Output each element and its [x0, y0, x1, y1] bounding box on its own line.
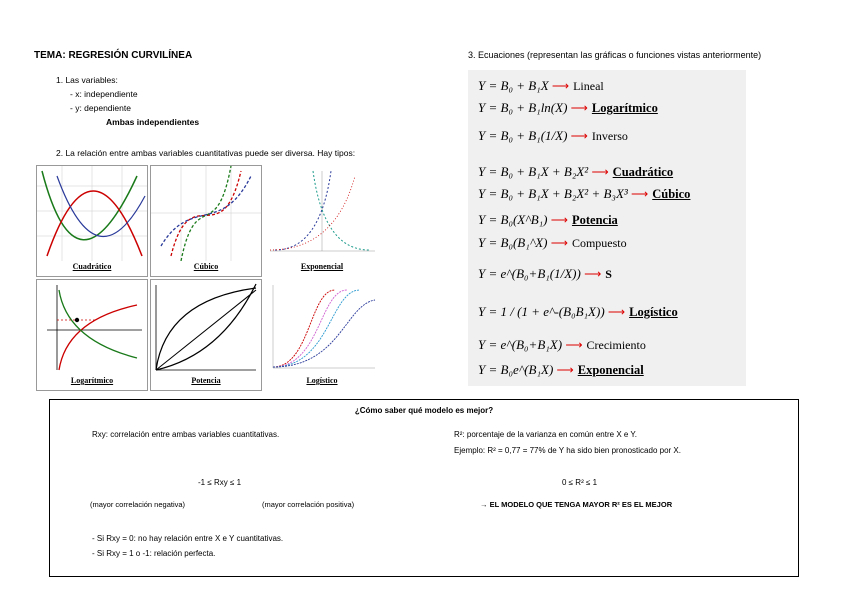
- bullet-rxy-one: - Si Rxy = 1 o -1: relación perfecta.: [92, 549, 216, 558]
- model-name: S: [605, 267, 612, 281]
- arrow-icon: ⟶: [551, 79, 570, 93]
- model-name: Logístico: [629, 305, 678, 319]
- exponential-plot: [265, 166, 379, 261]
- formula: Y = B₀(B₁^X): [478, 235, 548, 250]
- equation-row: [478, 78, 604, 94]
- graph-cuadratico: [36, 165, 148, 277]
- formula: Y = e^(B₀+B₁X): [478, 337, 563, 352]
- variables-heading: 1. Las variables:: [56, 75, 118, 85]
- r2-range: 0 ≤ R² ≤ 1: [562, 478, 598, 487]
- arrow-icon: ⟶: [550, 213, 568, 227]
- page-title: TEMA: REGRESIÓN CURVILÍNEA: [34, 50, 193, 61]
- equation-row: [478, 128, 628, 144]
- graph-potencia: [150, 279, 262, 391]
- model-name: Potencia: [571, 213, 618, 227]
- relation-types-text: 2. La relación entre ambas variables cuantitativas puede ser diversa. Hay tipos:: [56, 148, 356, 158]
- arrow-icon: ⟶: [607, 305, 626, 319]
- equations-box: [468, 70, 746, 386]
- power-plot: [151, 280, 261, 375]
- formula: Y = B₀(X^B₁): [478, 212, 548, 227]
- model-name: Exponencial: [577, 363, 644, 377]
- arrow-icon: ⟶: [584, 267, 602, 281]
- model-name: Compuesto: [571, 236, 627, 250]
- formula: Y = B₀ + B₁X: [478, 78, 549, 93]
- formula: Y = B₀e^(B₁X): [478, 362, 554, 377]
- graph-logaritmico: [36, 279, 148, 391]
- arrow-icon: ⟶: [631, 187, 649, 201]
- arrow-icon: ⟶: [591, 165, 609, 179]
- quadratic-plot: [37, 166, 147, 261]
- rxy-definition: Rxy: correlación entre ambas variables cuantitativas.: [92, 430, 280, 439]
- r2-definition: R²: porcentaje de la varianza en común entre X e Y.: [454, 430, 637, 439]
- negative-label: (mayor correlación negativa): [90, 500, 186, 509]
- formula: Y = B₀ + B₁X + B₂X² + B₃X³: [478, 186, 628, 201]
- equation-row: [478, 164, 673, 180]
- model-name: Cuadrático: [612, 165, 674, 179]
- arrow-icon: ⟶: [550, 236, 568, 250]
- formula: Y = B₀ + B₁X + B₂X²: [478, 164, 589, 179]
- best-model-rule: → EL MODELO QUE TENGA MAYOR R² ES EL MEJOR: [480, 500, 673, 509]
- model-name: Logarítmico: [591, 101, 658, 115]
- variable-x: - x: independiente: [70, 89, 138, 99]
- equation-row: [478, 266, 612, 282]
- logistic-plot: [265, 280, 379, 375]
- caption-logistico: Logístico: [306, 376, 338, 385]
- model-name: Lineal: [573, 79, 604, 93]
- equations-heading: 3. Ecuaciones (representan las gráficas o funciones vistas anteriormente): [468, 50, 762, 60]
- cubic-plot: [151, 166, 261, 261]
- caption-potencia: Potencia: [191, 376, 221, 385]
- equation-row: [478, 304, 678, 320]
- formula: Y = B₀ + B₁(1/X): [478, 128, 568, 143]
- caption-cubico: Cúbico: [193, 262, 219, 271]
- equation-row: [478, 337, 646, 353]
- bullet-rxy-zero: - Si Rxy = 0: no hay relación entre X e Y cuantitativas.: [92, 534, 284, 543]
- arrow-icon: ⟶: [570, 129, 588, 143]
- equation-row: [478, 100, 658, 116]
- best-model-heading: ¿Cómo saber qué modelo es mejor?: [354, 406, 494, 415]
- formula: Y = 1 / (1 + e^-(B₀B₁X)): [478, 304, 605, 319]
- arrow-icon: ⟶: [570, 101, 588, 115]
- rxy-range: -1 ≤ Rxy ≤ 1: [198, 478, 242, 487]
- equation-row: [478, 362, 644, 378]
- model-name: Crecimiento: [586, 338, 646, 352]
- equation-row: [478, 186, 690, 202]
- logarithmic-plot: [37, 280, 147, 375]
- caption-exponencial: Exponencial: [300, 262, 344, 271]
- caption-logaritmico: Logarítmico: [70, 376, 114, 385]
- best-model-box: [49, 399, 799, 577]
- model-name: Cúbico: [652, 187, 691, 201]
- graph-cubico: [150, 165, 262, 277]
- arrow-icon: ⟶: [565, 338, 583, 352]
- graph-exponencial: [264, 165, 380, 277]
- positive-label: (mayor correlación positiva): [262, 500, 355, 509]
- equation-row: [478, 235, 627, 251]
- variables-note: Ambas independientes: [106, 117, 200, 127]
- model-name: Inverso: [591, 129, 628, 143]
- variable-y: - y: dependiente: [70, 103, 131, 113]
- r2-example: Ejemplo: R² = 0,77 = 77% de Y ha sido bien pronosticado por X.: [454, 446, 681, 455]
- equation-row: [478, 212, 618, 228]
- formula: Y = e^(B₀+B₁(1/X)): [478, 266, 581, 281]
- graph-logistico: [264, 279, 380, 391]
- arrow-icon: ⟶: [556, 363, 574, 377]
- graph-grid: [36, 165, 380, 391]
- formula: Y = B₀ + B₁ln(X): [478, 100, 568, 115]
- caption-cuadratico: Cuadrático: [72, 262, 112, 271]
